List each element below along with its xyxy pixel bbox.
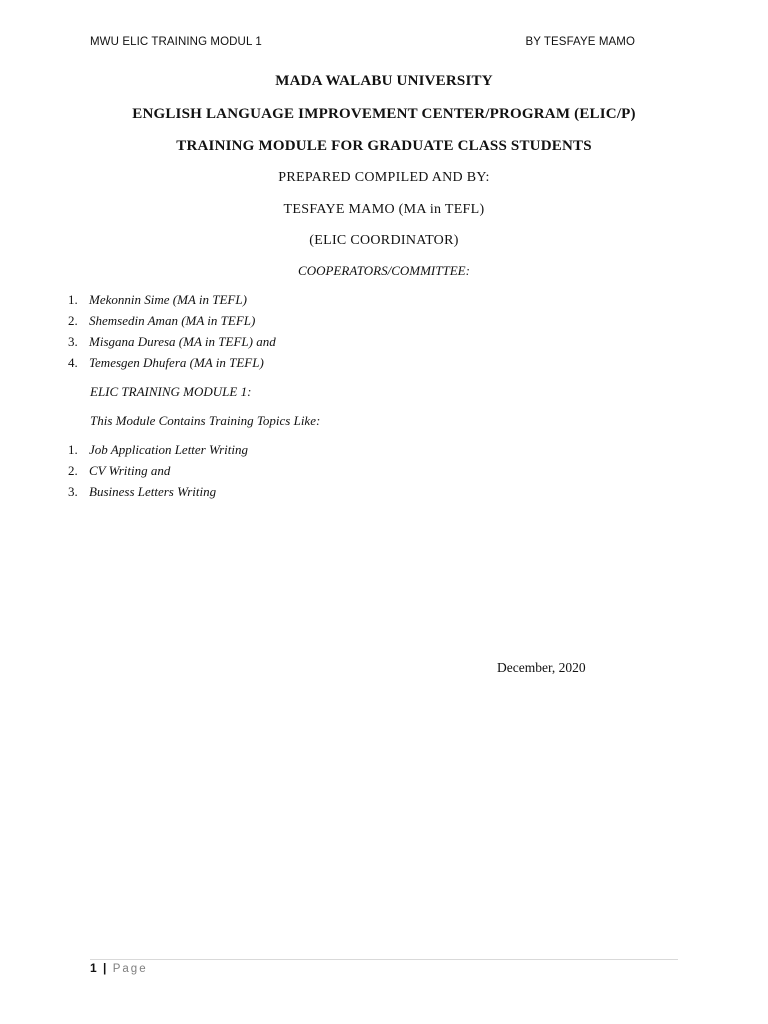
list-item-number: 3. — [68, 334, 78, 349]
list-item — [68, 481, 248, 502]
list-item-number: 1. — [68, 292, 78, 307]
cooperators-heading: COOPERATORS/COMMITTEE: — [298, 263, 470, 278]
list-item-text: Shemsedin Aman (MA in TEFL) — [89, 313, 256, 328]
list-item — [68, 289, 276, 310]
list-item-text: Misgana Duresa (MA in TEFL) and — [89, 334, 276, 349]
module-info-intro: This Module Contains Training Topics Like: — [90, 413, 321, 428]
footer-separator: | — [103, 961, 107, 975]
prepared-label: PREPARED COMPILED AND BY: — [278, 170, 490, 185]
topics-list — [68, 439, 248, 502]
list-item — [68, 460, 248, 481]
list-item — [68, 310, 276, 331]
page-footer — [90, 961, 148, 975]
list-item — [68, 439, 248, 460]
header-left-text: MWU ELIC TRAINING MODUL 1 — [90, 36, 262, 48]
list-item-number: 4. — [68, 355, 78, 370]
header-right-text: BY TESFAYE MAMO — [525, 36, 635, 48]
prepared-name: TESFAYE MAMO (MA in TEFL) — [283, 202, 485, 217]
module-info-title: ELIC TRAINING MODULE 1: — [90, 384, 252, 399]
list-item-text: Job Application Letter Writing — [89, 442, 249, 457]
list-item — [68, 331, 276, 352]
list-item-number: 2. — [68, 463, 78, 478]
list-item-number: 3. — [68, 484, 78, 499]
list-item — [68, 352, 276, 373]
list-item-number: 2. — [68, 313, 78, 328]
prepared-role: (ELIC COORDINATOR) — [309, 233, 459, 248]
page-header — [90, 36, 635, 52]
footer-divider — [90, 959, 678, 960]
university-title: MADA WALABU UNIVERSITY — [275, 73, 493, 89]
cooperators-list — [68, 289, 276, 373]
list-item-number: 1. — [68, 442, 78, 457]
list-item-text: Mekonnin Sime (MA in TEFL) — [89, 292, 247, 307]
page-word: Page — [112, 963, 148, 975]
list-item-text: Business Letters Writing — [89, 484, 217, 499]
center-title: ENGLISH LANGUAGE IMPROVEMENT CENTER/PROGRAM (ELIC/P) — [132, 106, 636, 122]
list-item-text: Temesgen Dhufera (MA in TEFL) — [89, 355, 264, 370]
module-title: TRAINING MODULE FOR GRADUATE CLASS STUDENTS — [176, 138, 592, 154]
page-number: 1 — [90, 961, 97, 975]
document-date: December, 2020 — [497, 660, 586, 675]
list-item-text: CV Writing and — [89, 463, 171, 478]
